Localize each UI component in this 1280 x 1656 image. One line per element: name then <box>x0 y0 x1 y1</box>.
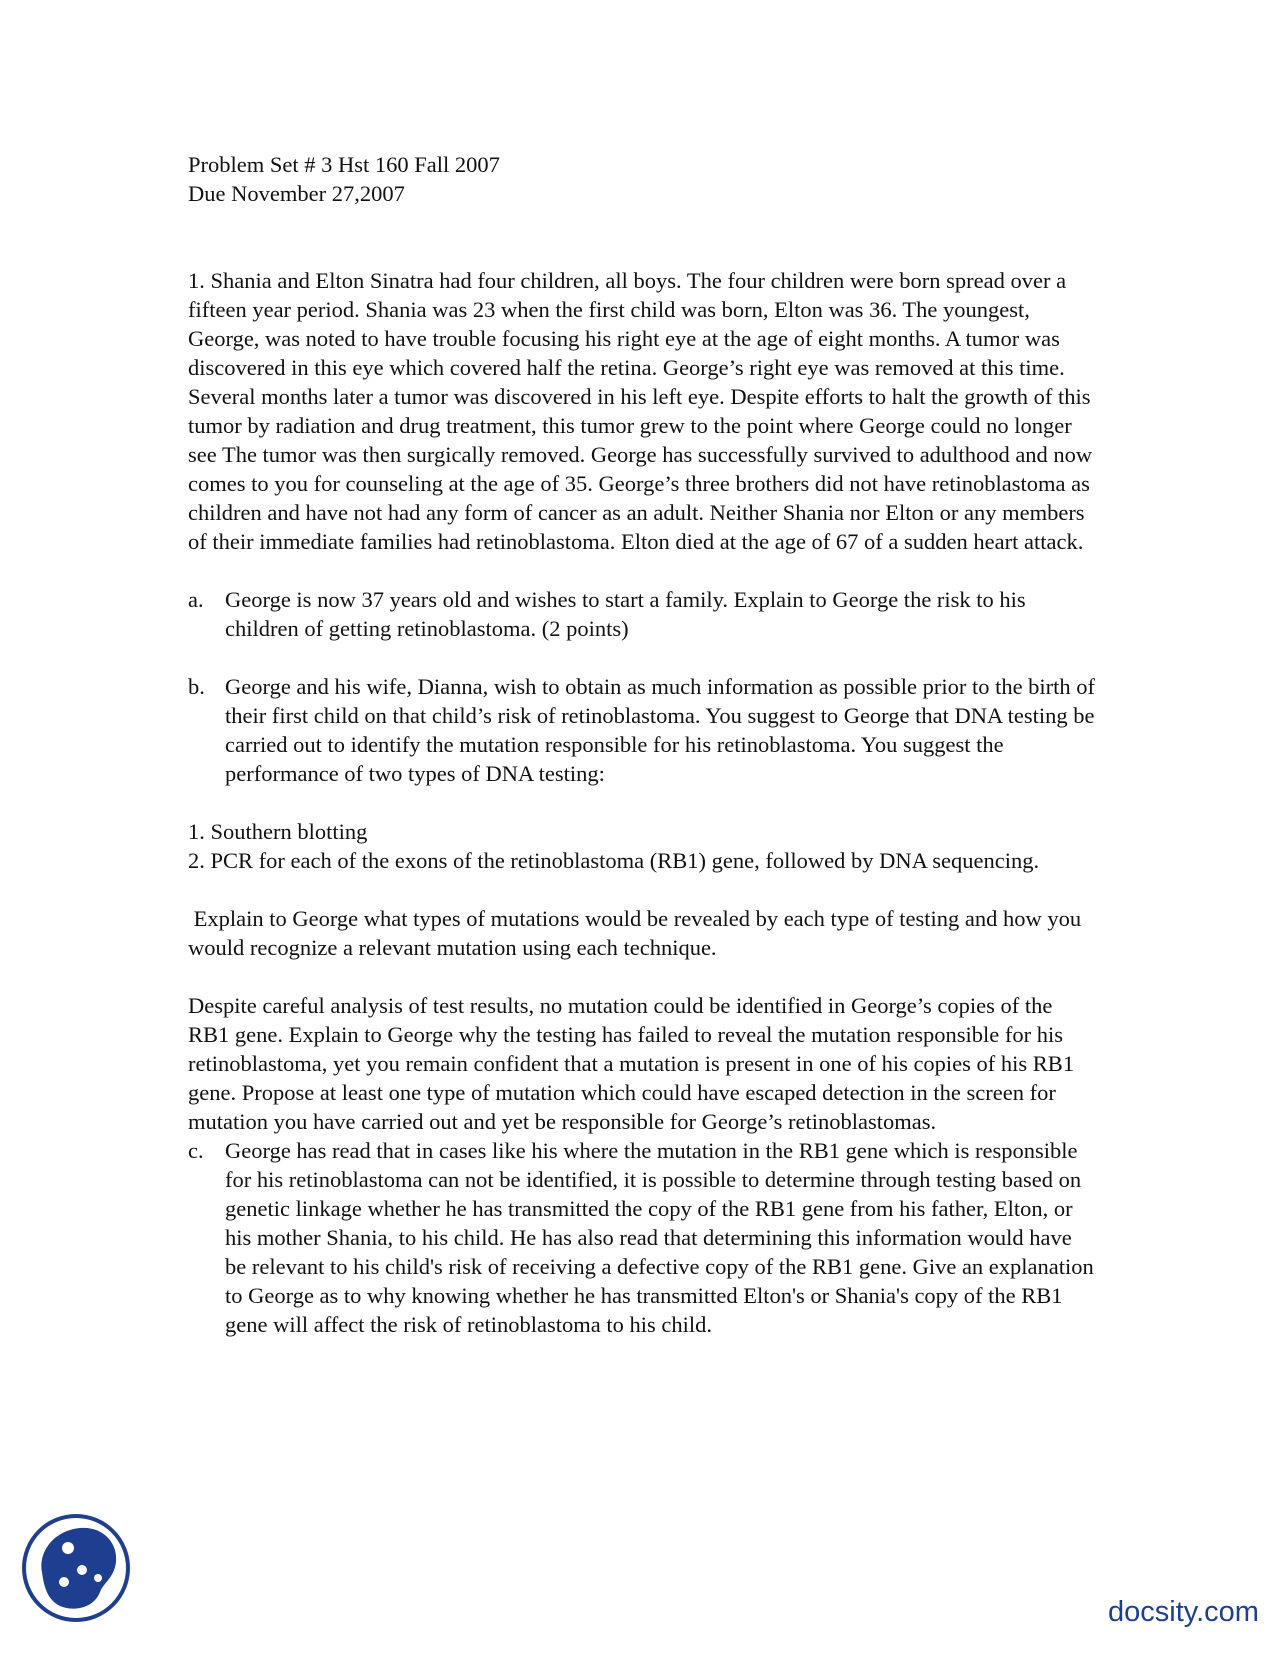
title-line: Problem Set # 3 Hst 160 Fall 2007 <box>188 152 500 177</box>
question-1c <box>188 1136 1098 1339</box>
despite-paragraph: Despite careful analysis of test results, no mutation could be identified in George’s copies of the RB1 gene. Explain to George why the testing has failed to reveal the mutation responsible for his retinoblastoma, yet you remain confident that a mutation is present in one of his copies of his RB1 gene. Propose at least one type of mutation which could have escaped detection in the screen for mutation you have carried out and yet be responsible for George’s retinoblastomas. <box>188 993 1075 1134</box>
question-1b <box>188 672 1098 788</box>
docsity-logo-icon <box>20 1512 132 1624</box>
question-1a <box>188 585 1098 643</box>
question-1b-text: George and his wife, Dianna, wish to obtain as much information as possible prior to the birth of their first child on that child’s risk of retinoblastoma. You suggest to George that DNA testing be carried out to identify the mutation responsible for his retinoblastoma. You suggest the performance of two types of DNA testing: <box>225 674 1096 786</box>
test-item-1: 1. Southern blotting <box>188 819 368 844</box>
question-1b-marker: b. <box>188 674 205 699</box>
docsity-brand-text[interactable]: docsity.com <box>1108 1596 1259 1628</box>
question-1a-text: George is now 37 years old and wishes to start a family. Explain to George the risk to his children of getting retinoblastoma. (2 points) <box>225 587 1026 641</box>
question-1-intro: 1. Shania and Elton Sinatra had four children, all boys. The four children were born spread over a fifteen year period. Shania was 23 when the first child was born, Elton was 36. The youngest, George, was noted to have trouble focusing his right eye at the age of eight months. A tumor was discovered in this eye which covered half the retina. George’s right eye was removed at this time. Several months later a tumor was discovered in his left eye. Despite efforts to halt the growth of this tumor by radiation and drug treatment, this tumor grew to the point where George could no longer see The tumor was then surgically removed. George has successfully survived to adulthood and now comes to you for counseling at the age of 35. George’s three brothers did not have retinoblastoma as children and have not had any form of cancer as an adult. Neither Shania nor Elton or any members of their immediate families had retinoblastoma. Elton died at the age of 67 of a sudden heart attack. <box>188 268 1093 554</box>
question-1c-marker: c. <box>188 1138 204 1163</box>
due-date-line: Due November 27,2007 <box>188 181 405 206</box>
test-item-2: 2. PCR for each of the exons of the retinoblastoma (RB1) gene, followed by DNA sequencing. <box>188 848 1040 873</box>
document-page <box>188 150 1098 1339</box>
question-1a-marker: a. <box>188 587 204 612</box>
question-1c-text: George has read that in cases like his where the mutation in the RB1 gene which is responsible for his retinoblastoma can not be identified, it is possible to determine through testing based on genetic linkage whether he has transmitted the copy of the RB1 gene from his father, Elton, or his mother Shania, to his child. He has also read that determining this information would have be relevant to his child's risk of receiving a defective copy of the RB1 gene. Give an explanation to George as to why knowing whether he has transmitted Elton's or Shania's copy of the RB1 gene will affect the risk of retinoblastoma to his child. <box>225 1138 1094 1337</box>
explain-paragraph: Explain to George what types of mutations would be revealed by each type of testing and how you would recognize a relevant mutation using each technique. <box>188 906 1087 960</box>
